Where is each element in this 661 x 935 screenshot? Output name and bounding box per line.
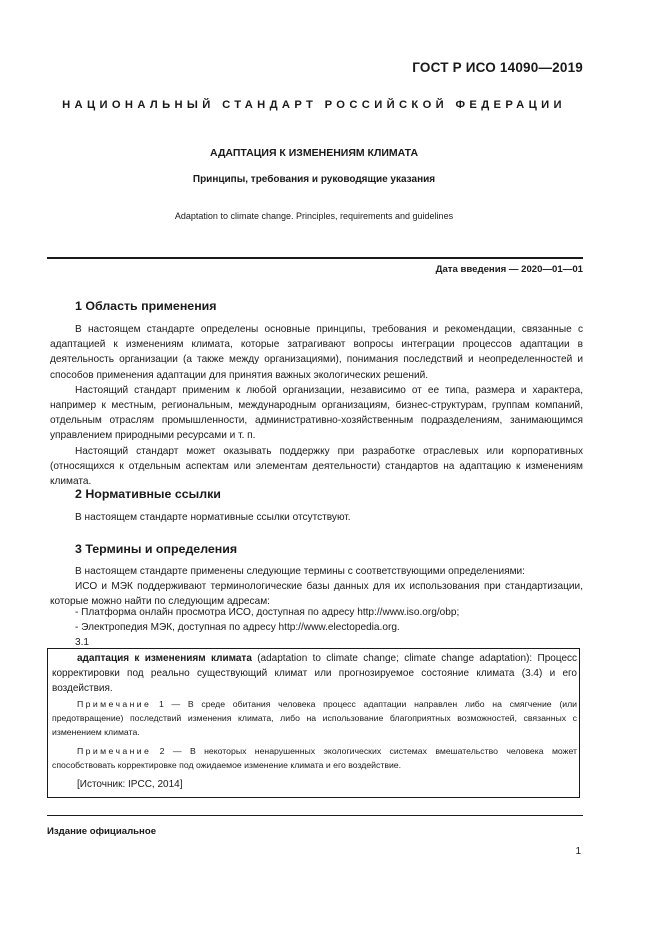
term-name: адаптация к изменениям климата: [77, 653, 252, 664]
section-3-body: [50, 564, 583, 610]
standard-title: АДАПТАЦИЯ К ИЗМЕНЕНИЯМ КЛИМАТА: [209, 147, 419, 159]
term-number: 3.1: [75, 637, 90, 649]
section-2-heading: 2 Нормативные ссылки: [75, 487, 221, 501]
section-2-body: [50, 510, 583, 525]
section-3-heading: 3 Термины и определения: [75, 542, 238, 556]
term-source: [Источник: IPCC, 2014]: [77, 779, 183, 790]
header-divider: [47, 257, 583, 259]
section-3-paragraph: В настоящем стандарте применены следующие термины с соответствующими определениями:: [75, 566, 525, 577]
list-item: - Платформа онлайн просмотра ИСО, доступная по адресу http://www.iso.org/obp;: [75, 607, 460, 618]
footer-divider: [47, 815, 583, 816]
note-label: Примечание: [77, 746, 152, 756]
term-note-2: [52, 744, 577, 772]
introduction-date: Дата введения — 2020—01—01: [435, 264, 583, 275]
section-1-paragraph: В настоящем стандарте определены основные принципы, требования и рекомендации, связанные с адаптацией к изменениям климата, которые затрагивают вопросы интеграции процессов адаптации в деятельность организации (а также между организациями), понимания последствий и неопределенностей и способов применения адаптации для принятия важных экологических решений.: [50, 324, 583, 381]
term-definition-text: (adaptation to climate change; climate change adaptation): Процесс корректировки под реально существующий климат или прогнозируемое состояние климата (3.4) и его воздействия.: [52, 653, 578, 694]
note-label: Примечание: [77, 699, 152, 709]
section-1-body: [50, 322, 583, 489]
document-id: ГОСТ Р ИСО 14090—2019: [412, 60, 583, 75]
list-item: - Электропедия МЭК, доступная по адресу http://www.electopedia.org.: [75, 622, 400, 634]
standard-title-english: Adaptation to climate change. Principles, requirements and guidelines: [174, 211, 454, 221]
term-note-1: [52, 697, 577, 739]
official-edition-label: Издание официальное: [47, 826, 157, 837]
standard-subtitle: Принципы, требования и руководящие указания: [192, 174, 436, 185]
note-text: 2 — В некоторых ненарушенных экологических системах вмешательство человека может способствовать корректировке под ожидаемое изменение климата и его воздействие.: [52, 746, 577, 770]
term-definition: [52, 652, 577, 696]
national-standard-banner: НАЦИОНАЛЬНЫЙ СТАНДАРТ РОССИЙСКОЙ ФЕДЕРАЦИИ: [62, 99, 566, 111]
section-1-paragraph: Настоящий стандарт может оказывать поддержку при разработке отраслевых или корпоративных (относящихся к отдельным аспектам или элементам деятельности) стандартов на адаптацию к изменениям климата.: [50, 445, 583, 488]
section-1-paragraph: Настоящий стандарт применим к любой организации, независимо от ее типа, размера и характера, например к местным, региональным, международным организациям, бизнес-структурам, группам компаний, отдельным отраслям промышленности, административно-хозяйственным подразделениям, занимающимся управлением природными ресурсами и т. п.: [50, 384, 583, 442]
section-3-paragraph: ИСО и МЭК поддерживают терминологические базы данных для их использования при стандартизации, которые можно найти по следующим адресам:: [50, 581, 583, 608]
section-2-paragraph: В настоящем стандарте нормативные ссылки отсутствуют.: [75, 512, 351, 523]
page-number: 1: [575, 846, 581, 857]
note-text: 1 — В среде обитания человека процесс адаптации направлен либо на смягчение (или предотвращение) последствий изменения климата, либо на использование благоприятных возможностей, связанных с изменением климата.: [52, 699, 577, 737]
section-1-heading: 1 Область применения: [75, 299, 217, 313]
terminology-db-list: [75, 605, 580, 651]
